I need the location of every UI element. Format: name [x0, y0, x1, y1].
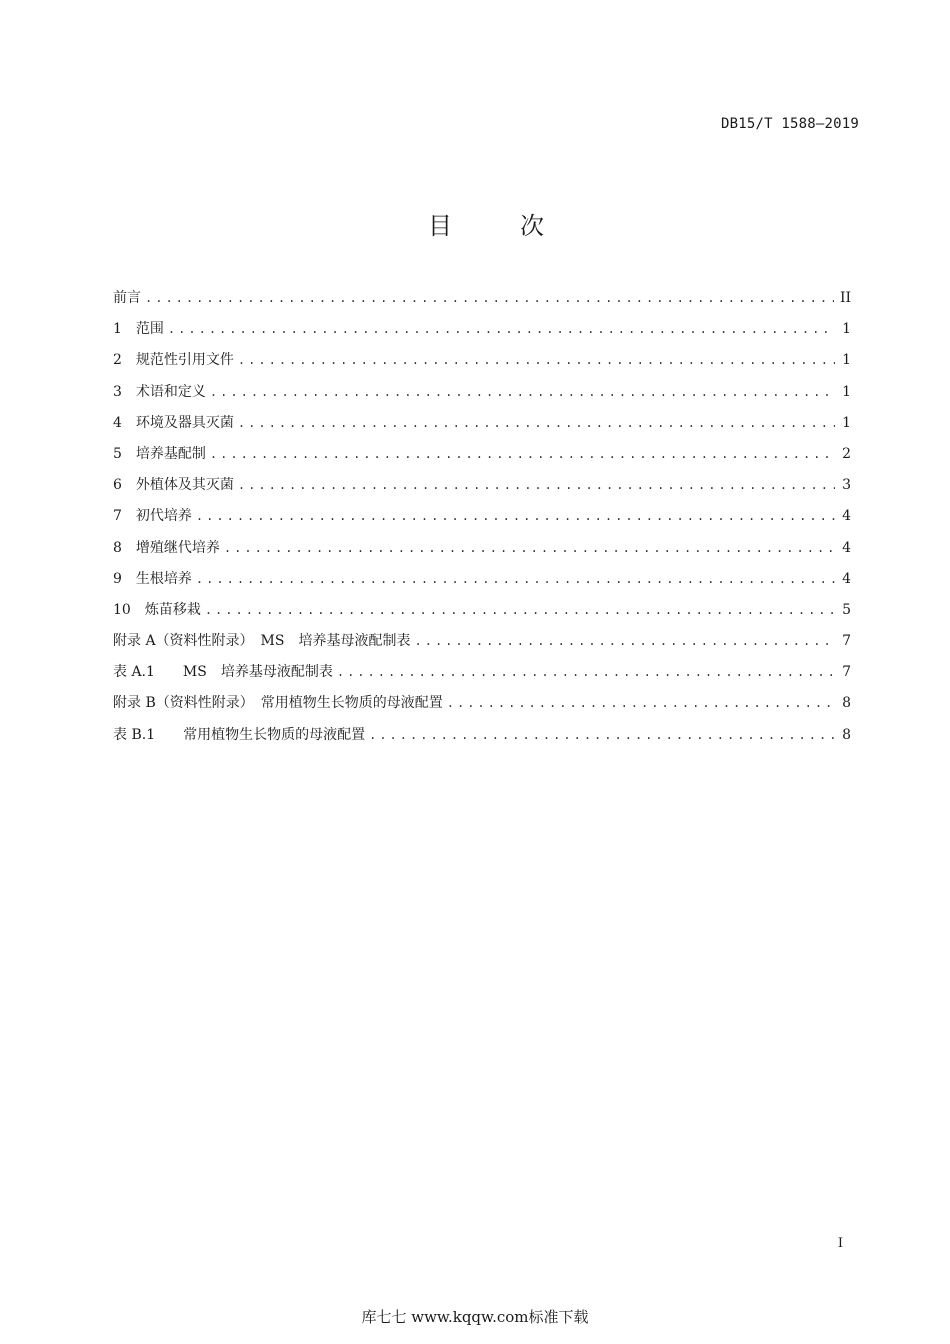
toc-entry-table-a1[interactable] — [113, 661, 851, 692]
toc-entry-explant[interactable] — [113, 474, 851, 505]
dot-leader — [337, 665, 835, 679]
toc-entry-foreword[interactable] — [113, 287, 851, 318]
toc-entry-page: 8 — [842, 695, 851, 712]
toc-entry-page: 7 — [842, 633, 851, 650]
toc-entry-page: 1 — [842, 414, 851, 431]
toc-entry-appendix-a[interactable] — [113, 630, 851, 661]
toc-entry-table-b1[interactable] — [113, 724, 851, 755]
footer-watermark: 库七七 www.kqqw.com标准下载 — [361, 1308, 589, 1326]
toc-entry-sterilization[interactable] — [113, 412, 851, 443]
toc-entry-page: 1 — [842, 383, 851, 400]
toc-entry-page: 4 — [842, 570, 851, 587]
toc-entry-label: 8 增殖继代培养 — [113, 539, 220, 556]
toc-entry-appendix-b[interactable] — [113, 692, 851, 723]
toc-entry-label: 2 规范性引用文件 — [113, 352, 234, 369]
dot-leader — [210, 447, 835, 461]
toc-entry-page: II — [839, 290, 851, 306]
toc-entry-initial-culture[interactable] — [113, 505, 851, 536]
toc-entry-label: 9 生根培养 — [113, 570, 192, 587]
toc-entry-page: 2 — [842, 445, 851, 462]
toc-entry-normative-references[interactable] — [113, 349, 851, 380]
toc-entry-label: 表 B.1 常用植物生长物质的母液配置 — [113, 726, 366, 743]
toc-entry-page: 3 — [842, 477, 851, 494]
toc-entry-page: 1 — [842, 321, 851, 338]
dot-leader — [196, 572, 835, 586]
toc-entry-label: 附录 A（资料性附录） MS 培养基母液配制表 — [113, 633, 411, 650]
toc-entry-label: 1 范围 — [113, 321, 164, 338]
document-code: DB15/T 1588—2019 — [720, 116, 859, 132]
toc-entry-page: 5 — [842, 601, 851, 618]
toc-entry-label: 4 环境及器具灭菌 — [113, 414, 234, 431]
dot-leader — [447, 696, 835, 710]
toc-entry-medium-preparation[interactable] — [113, 443, 851, 474]
toc-entry-label: 7 初代培养 — [113, 508, 192, 525]
toc-entry-label: 10 炼苗移栽 — [113, 601, 201, 618]
toc-entry-page: 8 — [842, 726, 851, 743]
toc-entry-page: 4 — [842, 508, 851, 525]
dot-leader — [196, 509, 835, 523]
toc-entry-subculture[interactable] — [113, 537, 851, 568]
toc-entry-label: 附录 B（资料性附录） 常用植物生长物质的母液配置 — [113, 695, 443, 712]
dot-leader — [210, 385, 835, 399]
toc-entry-page: 7 — [842, 664, 851, 681]
toc-entry-rooting[interactable] — [113, 568, 851, 599]
toc-entry-page: 4 — [842, 539, 851, 556]
dot-leader — [224, 541, 835, 555]
toc-entry-scope[interactable] — [113, 318, 851, 349]
dot-leader — [238, 416, 835, 430]
toc-entry-terms[interactable] — [113, 381, 851, 412]
dot-leader — [168, 322, 835, 336]
page-title: 目 次 — [428, 212, 566, 240]
dot-leader — [369, 728, 835, 742]
toc-entry-page: 1 — [842, 352, 851, 369]
dot-leader — [145, 291, 834, 305]
toc-entry-label: 前言 — [113, 290, 141, 306]
toc-entry-label: 表 A.1 MS 培养基母液配制表 — [113, 664, 333, 681]
toc-entry-transplant[interactable] — [113, 599, 851, 630]
dot-leader — [238, 353, 835, 367]
toc-entry-label: 5 培养基配制 — [113, 445, 206, 462]
page-number: I — [837, 1236, 843, 1251]
dot-leader — [205, 603, 835, 617]
table-of-contents — [113, 287, 851, 755]
dot-leader — [415, 634, 836, 648]
toc-entry-label: 6 外植体及其灭菌 — [113, 477, 234, 494]
dot-leader — [238, 478, 835, 492]
toc-entry-label: 3 术语和定义 — [113, 383, 206, 400]
